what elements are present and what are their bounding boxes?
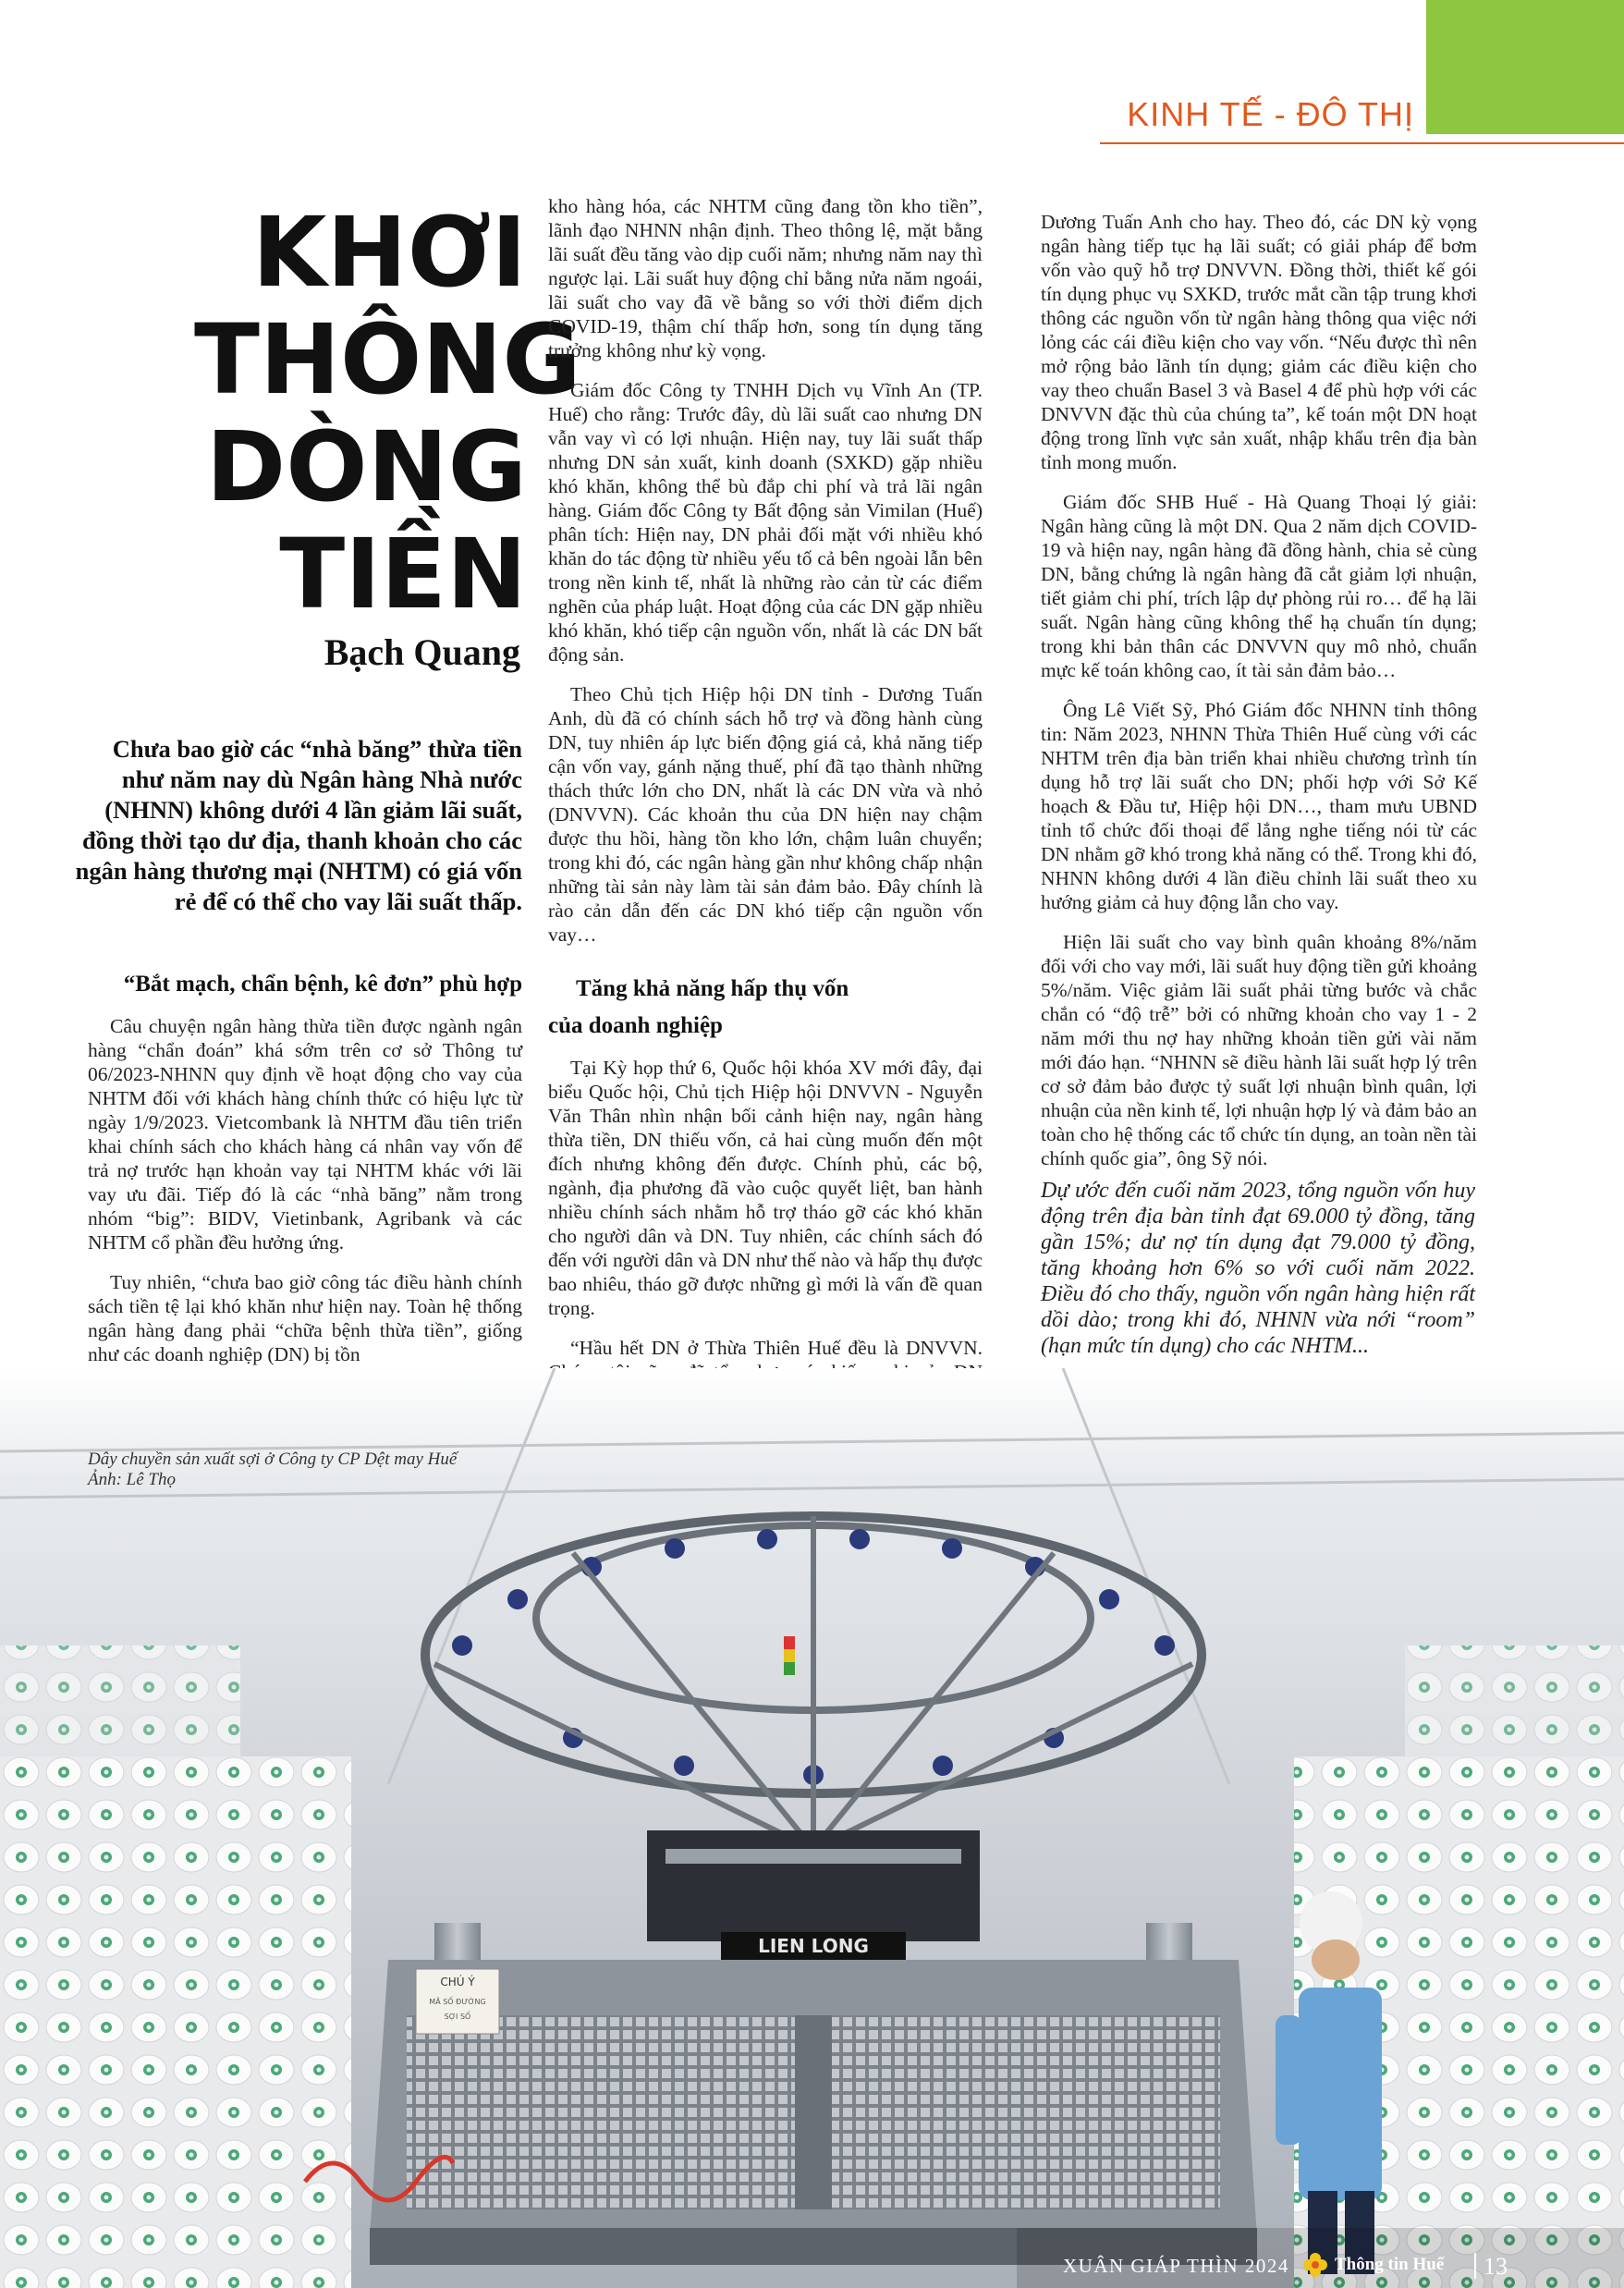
article-lede: Chưa bao giờ các “nhà băng” thừa tiền như năm nay dù Ngân hàng Nhà nước (NHNN) không dưới 4 lần giảm lãi suất, đồng thời tạo dư địa, thanh khoản cho các ngân hàng thương mại (NHTM) có giá vốn rẻ để có thể cho vay lãi suất thấp. [75,735,522,915]
title-line: KHƠI [251,196,527,309]
paragraph: Giám đốc SHB Huế - Hà Quang Thoại lý giải: Ngân hàng cũng là một DN. Qua 2 năm dịch COVID-19 và hiện nay, ngân hàng đã đồng hành, chia sẻ cùng DN, bằng chứng là ngân hàng đã cắt giảm lợi nhuận, tiết giảm chi phí, trích lập dự phòng rủi ro… để hạ lãi suất. Ngân hàng cũng không thể hạ chuẩn tín dụng; trong khi bản thân các DNVVN quy mô nhỏ, chuẩn mực kế toán không cao, ít tài sản đảm bảo… [1041,491,1477,681]
issue-label: XUÂN GIÁP THÌN 2024 [1063,2255,1289,2277]
page-number: 13 [1484,2253,1508,2280]
title-line: THÔNG [194,303,581,416]
section-label: KINH TẾ - ĐÔ THỊ [1127,95,1414,133]
paragraph: “Hầu hết DN ở Thừa Thiên Huế đều là DNVVN. [570,1337,983,1359]
placard-line: MÃ SỐ ĐƯỜNG [429,1998,486,2006]
paragraph: Dương Tuấn Anh cho hay. Theo đó, các DN kỳ vọng ngân hàng tiếp tục hạ lãi suất; có giải pháp để bơm vốn vào quỹ hỗ trợ DNVVN. Đồng thời, thiết kế gói tín dụng phục vụ SXKD, trước mắt cần tập trung khơi thông các nguồn vốn từ ngân hàng thông qua việc nới lỏng các cái điều kiện cho vay vốn. “Nếu được thì nên mở rộng bảo lãnh tín dụng; giảm các điều kiện cho vay theo chuẩn Basel 3 và Basel 4 để phù hợp với các DNVVN đặc thù của chúng ta”, kế toán một DN hoạt động trong lĩnh vực sản xuất, nhập khẩu trên địa bàn tỉnh mong muốn. [1041,211,1477,473]
page-footer [1063,2251,1590,2281]
paragraph: kho hàng hóa, các NHTM cũng đang tồn kho tiền”, lãnh đạo NHNN nhận định. Theo thông lệ, mặt bằng lãi suất đều tăng vào dịp cuối năm; nhưng năm nay thì ngược lại. Lãi suất huy động chỉ bằng nửa năm ngoái, lãi suất cho vay đã về bằng so với thời điểm dịch COVID-19, thậm chí thấp hơn, song tín dụng tăng trưởng không như kỳ vọng. [548,195,983,361]
title-line: DÒNG [205,410,527,523]
footer-divider [1474,2253,1476,2279]
factory-photo [0,1368,1624,2288]
paragraph: Tại Kỳ họp thứ 6, Quốc hội khóa XV mới đây, đại biểu Quốc hội, Chủ tịch Hiệp hội DNVVN - Nguyễn Văn Thân nhìn nhận bối cảnh hiện nay, ngân hàng thừa tiền, DN thiếu vốn, cả hai cùng muốn đến một đích nhưng không đến được. Chính phủ, các bộ, ngành, địa phương đã vào cuộc quyết liệt, ban hành nhiều chính sách nhằm hỗ trợ tháo gỡ các khó khăn cho người dân và DN. Tuy nhiên, các chính sách đó đến với người dân và DN như thế nào và hấp thụ được bao nhiêu, tháo gỡ được những gì mới là vấn đề quan trọng. [548,1057,983,1319]
paragraph: Giám đốc Công ty TNHH Dịch vụ Vĩnh An (TP. Huế) cho rằng: Trước đây, dù lãi suất cao nhưng DN vẫn vay vì có lợi nhuận. Hiện nay, tuy lãi suất thấp nhưng DN sản xuất, kinh doanh (SXKD) gặp nhiều khó khăn, không thể bù đắp chi phí và trả lãi ngân hàng. Giám đốc Công ty Bất động sản Vimilan (Huế) phân tích: Hiện nay, DN phải đối mặt với nhiều khó khăn do tác động từ nhiều yếu tố cả bên ngoài lẫn bên trong nền kinh tế, nhất là những rào cản từ các điểm nghẽn của pháp luật. Hoạt động của các DN gặp nhiều khó khăn, khó tiếp cận nguồn vốn, nhất là các DN bất động sản. [548,379,983,666]
placard-title: CHÚ Ý [440,1976,475,1988]
photo-caption [88,1450,550,1490]
magazine-name: Thông tin Huế [1335,2255,1445,2274]
paragraph: Ông Lê Viết Sỹ, Phó Giám đốc NHNN tỉnh thông tin: Năm 2023, NHNN Thừa Thiên Huế cùng với các NHTM trên địa bàn triển khai nhiều chương trình tín dụng hỗ trợ lãi suất cho DN; phối hợp với Sở Kế hoạch & Đầu tư, Hiệp hội DN…, tham mưu UBND tỉnh tổ chức đối thoại để lắng nghe tiếng nói từ các DN nhằm gỡ khó trong khả năng có thể. Trong khi đó, NHNN không dưới 4 lần điều chỉnh lãi suất theo xu hướng giảm cả huy động lẫn cho vay. [1041,699,1477,913]
paragraph: Theo Chủ tịch Hiệp hội DN tỉnh - Dương Tuấn Anh, dù đã có chính sách hỗ trợ và đồng hành cùng DN, tuy nhiên áp lực biến động giá cả, khả năng tiếp cận vốn vay, gánh nặng thuế, phí đã tạo thành những thách thức lớn cho DN, nhất là các DN vừa và nhỏ (DNVVN). Các khoản thu của DN hiện nay chậm được thu hồi, hàng tồn kho lớn, chậm luân chuyển; trong khi đó, các ngân hàng gần như không chấp nhận những tài sản này làm tài sản đảm bảo. Đây chính là rào cản dẫn đến các DN khó tiếp cận nguồn vốn vay… [548,683,983,946]
flower-icon [1301,2251,1329,2279]
text-column-2 [548,194,983,1448]
pull-quote: Dự ước đến cuối năm 2023, tổng nguồn vốn huy động trên địa bàn tỉnh đạt 69.000 tỷ đồng, tăng gần 15%; dư nợ tín dụng đạt 79.000 tỷ đồng, tăng khoảng hơn 6% so với cuối năm 2022. Điều đó cho thấy, nguồn vốn ngân hàng hiện rất dồi dào; trong khi đó, NHNN vừa nới “room” (hạn mức tín dụng) cho các NHTM... [1041,1179,1475,1358]
subheading: “Bắt mạch, chẩn bệnh, kê đơn” phù hợp [123,972,522,997]
text-column-1 [88,966,522,1382]
section-color-tab [1426,0,1624,134]
caption-credit: Ảnh: Lê Thọ [88,1470,176,1489]
paragraph: Câu chuyện ngân hàng thừa tiền được ngành ngân hàng “chẩn đoán” khá sớm trên cơ sở Thông tư 06/2023-NHNN quy định về hoạt động cho vay của NHTM đối với khách hàng chính thức có hiệu lực từ ngày 1/9/2023. Vietcombank là NHTM đầu tiên triển khai chính sách cho khách hàng cá nhân vay vốn để trả nợ trước hạn khoản vay tại NHTM khác với lãi vay ưu đãi. Tiếp đó là các “nhà băng” nằm trong nhóm “big”: BIDV, Vietinbank, Agribank và các NHTM cổ phần đều hưởng ứng. [88,1015,522,1254]
section-rule [1100,142,1624,144]
article-title [194,196,581,630]
machine-brand-label: LIEN LONG [758,1935,869,1957]
title-line: TIỀN [279,518,527,630]
caption-line: Dây chuyền sản xuất sợi ở Công ty CP Dệt may Huế [88,1450,458,1469]
subheading-line: của doanh nghiệp [548,1013,723,1038]
subheading [548,971,983,1045]
author-byline: Bạch Quang [324,631,520,673]
paragraph: Hiện lãi suất cho vay bình quân khoảng 8%/năm đối với cho vay mới, lãi suất huy động tiền gửi khoảng 5%/năm. Việc giảm lãi suất phải từng bước và chắc chắn có “độ trễ” bởi có những khoản cho vay 1 - 2 năm mới thu nợ hay những khoản tiền gửi vài năm mới đáo hạn. “NHNN sẽ điều hành lãi suất hợp lý trên cơ sở đảm bảo được tỷ suất lợi nhuận bình quân, lợi nhuận của nền kinh tế, lợi nhuận hợp lý và đảm bảo an toàn cho hệ thống các tổ chức tín dụng, an toàn nền tài chính quốc gia”, ông Sỹ nói. [1041,931,1477,1169]
paragraph: Tuy nhiên, “chưa bao giờ công tác điều hành chính sách tiền tệ lại khó khăn như hiện nay. Toàn hệ thống ngân hàng đang phải “chữa bệnh thừa tiền”, giống như các doanh nghiệp (DN) bị tồn [88,1271,522,1365]
text-column-3 [1041,210,1477,1186]
subheading-line: Tăng khả năng hấp thụ vốn [576,976,849,1001]
placard-line: SỢI SỐ [444,2013,471,2021]
